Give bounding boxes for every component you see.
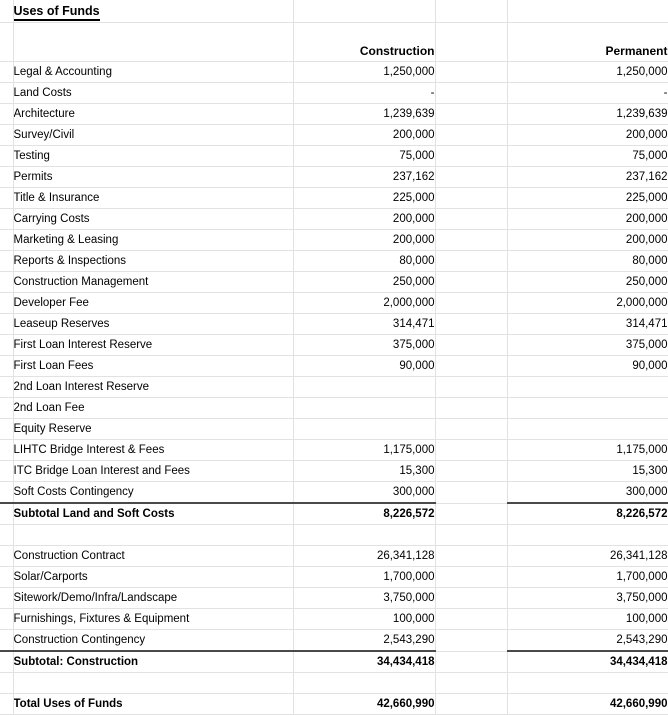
row-label xyxy=(13,525,293,546)
cell-spacer xyxy=(435,525,507,546)
table-row xyxy=(0,293,668,314)
cell-permanent: 3,750,000 xyxy=(507,588,668,609)
header-label-cell xyxy=(13,23,293,62)
row-label: Survey/Civil xyxy=(13,125,293,146)
cell-permanent xyxy=(507,673,668,694)
row-gutter xyxy=(0,630,13,652)
cell-spacer xyxy=(435,62,507,83)
row-label: 2nd Loan Interest Reserve xyxy=(13,377,293,398)
cell-spacer xyxy=(435,419,507,440)
cell-permanent: 2,000,000 xyxy=(507,293,668,314)
table-row xyxy=(0,651,668,673)
cell-permanent: 250,000 xyxy=(507,272,668,293)
cell-construction: 3,750,000 xyxy=(293,588,435,609)
cell-construction: 75,000 xyxy=(293,146,435,167)
cell-permanent: 1,175,000 xyxy=(507,440,668,461)
cell-permanent: - xyxy=(507,83,668,104)
row-gutter xyxy=(0,651,13,673)
row-label: Construction Management xyxy=(13,272,293,293)
row-gutter xyxy=(0,694,13,715)
row-gutter xyxy=(0,567,13,588)
cell-construction: 80,000 xyxy=(293,251,435,272)
row-gutter xyxy=(0,503,13,525)
row-label: Subtotal: Construction xyxy=(13,651,293,673)
table-row xyxy=(0,335,668,356)
cell-construction: 200,000 xyxy=(293,209,435,230)
row-label: Construction Contingency xyxy=(13,630,293,652)
table-row xyxy=(0,525,668,546)
cell-permanent: 8,226,572 xyxy=(507,503,668,525)
row-gutter xyxy=(0,398,13,419)
cell-spacer xyxy=(435,630,507,652)
cell-permanent: 2,543,290 xyxy=(507,630,668,652)
table-row xyxy=(0,272,668,293)
row-label: Testing xyxy=(13,146,293,167)
cell-permanent: 1,250,000 xyxy=(507,62,668,83)
row-label: 2nd Loan Fee xyxy=(13,398,293,419)
cell-construction: - xyxy=(293,83,435,104)
cell-spacer xyxy=(435,104,507,125)
table-row xyxy=(0,146,668,167)
column-header-construction: Construction xyxy=(293,23,435,62)
row-gutter xyxy=(0,272,13,293)
cell-spacer xyxy=(435,673,507,694)
cell-permanent: 314,471 xyxy=(507,314,668,335)
title-permanent-cell xyxy=(507,0,668,23)
column-header-permanent: Permanent xyxy=(507,23,668,62)
row-gutter xyxy=(0,377,13,398)
row-label: Total Uses of Funds xyxy=(13,694,293,715)
cell-permanent: 225,000 xyxy=(507,188,668,209)
row-gutter xyxy=(0,356,13,377)
cell-permanent: 26,341,128 xyxy=(507,546,668,567)
cell-permanent: 237,162 xyxy=(507,167,668,188)
row-gutter xyxy=(0,104,13,125)
cell-construction: 314,471 xyxy=(293,314,435,335)
cell-construction: 15,300 xyxy=(293,461,435,482)
cell-spacer xyxy=(435,188,507,209)
cell-spacer xyxy=(435,567,507,588)
cell-permanent xyxy=(507,398,668,419)
cell-construction: 90,000 xyxy=(293,356,435,377)
cell-permanent: 300,000 xyxy=(507,482,668,504)
row-label: Equity Reserve xyxy=(13,419,293,440)
cell-spacer xyxy=(435,272,507,293)
cell-permanent: 100,000 xyxy=(507,609,668,630)
cell-construction xyxy=(293,377,435,398)
cell-construction: 2,000,000 xyxy=(293,293,435,314)
cell-permanent: 200,000 xyxy=(507,209,668,230)
cell-spacer xyxy=(435,694,507,715)
table-row xyxy=(0,104,668,125)
row-label: LIHTC Bridge Interest & Fees xyxy=(13,440,293,461)
cell-spacer xyxy=(435,461,507,482)
cell-spacer xyxy=(435,503,507,525)
row-label: First Loan Fees xyxy=(13,356,293,377)
table-row xyxy=(0,482,668,504)
cell-construction xyxy=(293,673,435,694)
cell-construction: 42,660,990 xyxy=(293,694,435,715)
cell-spacer xyxy=(435,651,507,673)
row-label: Leaseup Reserves xyxy=(13,314,293,335)
cell-spacer xyxy=(435,609,507,630)
table-row xyxy=(0,694,668,715)
cell-spacer xyxy=(435,167,507,188)
row-gutter xyxy=(0,588,13,609)
page-title xyxy=(13,0,293,23)
cell-spacer xyxy=(435,398,507,419)
cell-spacer xyxy=(435,377,507,398)
cell-construction: 200,000 xyxy=(293,125,435,146)
row-label: Land Costs xyxy=(13,83,293,104)
cell-permanent: 75,000 xyxy=(507,146,668,167)
cell-construction: 34,434,418 xyxy=(293,651,435,673)
cell-construction: 225,000 xyxy=(293,188,435,209)
column-header-row xyxy=(0,23,668,62)
row-gutter xyxy=(0,525,13,546)
row-label: Construction Contract xyxy=(13,546,293,567)
table-row xyxy=(0,398,668,419)
row-label: Title & Insurance xyxy=(13,188,293,209)
cell-construction xyxy=(293,419,435,440)
table-row xyxy=(0,209,668,230)
row-gutter xyxy=(0,251,13,272)
row-label: Marketing & Leasing xyxy=(13,230,293,251)
row-gutter xyxy=(0,546,13,567)
cell-spacer xyxy=(435,293,507,314)
table-row xyxy=(0,188,668,209)
row-label: Soft Costs Contingency xyxy=(13,482,293,504)
row-gutter xyxy=(0,461,13,482)
table-row xyxy=(0,673,668,694)
cell-construction: 375,000 xyxy=(293,335,435,356)
cell-construction: 200,000 xyxy=(293,230,435,251)
cell-construction: 1,250,000 xyxy=(293,62,435,83)
cell-permanent: 15,300 xyxy=(507,461,668,482)
cell-spacer xyxy=(435,125,507,146)
cell-permanent xyxy=(507,419,668,440)
row-label: Permits xyxy=(13,167,293,188)
cell-spacer xyxy=(435,146,507,167)
row-label: Reports & Inspections xyxy=(13,251,293,272)
row-label: First Loan Interest Reserve xyxy=(13,335,293,356)
row-gutter xyxy=(0,673,13,694)
row-label: ITC Bridge Loan Interest and Fees xyxy=(13,461,293,482)
table-row xyxy=(0,83,668,104)
cell-spacer xyxy=(435,314,507,335)
title-construction-cell xyxy=(293,0,435,23)
table-row xyxy=(0,251,668,272)
cell-permanent: 42,660,990 xyxy=(507,694,668,715)
row-gutter xyxy=(0,62,13,83)
row-gutter xyxy=(0,335,13,356)
cell-construction: 1,175,000 xyxy=(293,440,435,461)
row-gutter xyxy=(0,440,13,461)
cell-spacer xyxy=(435,356,507,377)
table-row xyxy=(0,125,668,146)
cell-spacer xyxy=(435,83,507,104)
table-row xyxy=(0,546,668,567)
row-gutter xyxy=(0,188,13,209)
table-row xyxy=(0,167,668,188)
cell-construction: 237,162 xyxy=(293,167,435,188)
row-gutter xyxy=(0,293,13,314)
table-row xyxy=(0,230,668,251)
row-gutter xyxy=(0,125,13,146)
cell-spacer xyxy=(435,251,507,272)
cell-permanent: 1,239,639 xyxy=(507,104,668,125)
cell-spacer xyxy=(435,209,507,230)
cell-permanent: 34,434,418 xyxy=(507,651,668,673)
cell-construction: 100,000 xyxy=(293,609,435,630)
cell-permanent: 80,000 xyxy=(507,251,668,272)
cell-permanent: 90,000 xyxy=(507,356,668,377)
cell-spacer xyxy=(435,482,507,504)
cell-construction: 8,226,572 xyxy=(293,503,435,525)
table-row xyxy=(0,314,668,335)
cell-construction: 300,000 xyxy=(293,482,435,504)
cell-permanent xyxy=(507,525,668,546)
cell-construction: 26,341,128 xyxy=(293,546,435,567)
cell-construction: 250,000 xyxy=(293,272,435,293)
table-row xyxy=(0,377,668,398)
cell-spacer xyxy=(435,335,507,356)
table-row xyxy=(0,62,668,83)
title-spacer-cell xyxy=(435,0,507,23)
row-gutter xyxy=(0,482,13,504)
row-gutter xyxy=(0,167,13,188)
row-gutter xyxy=(0,230,13,251)
row-label: Subtotal Land and Soft Costs xyxy=(13,503,293,525)
cell-construction: 1,700,000 xyxy=(293,567,435,588)
cell-permanent: 375,000 xyxy=(507,335,668,356)
row-gutter xyxy=(0,23,13,62)
cell-spacer xyxy=(435,588,507,609)
table-row xyxy=(0,503,668,525)
table-row xyxy=(0,630,668,652)
cell-permanent: 200,000 xyxy=(507,230,668,251)
row-gutter xyxy=(0,146,13,167)
row-label: Solar/Carports xyxy=(13,567,293,588)
row-gutter xyxy=(0,83,13,104)
table-row xyxy=(0,567,668,588)
cell-permanent xyxy=(507,377,668,398)
row-gutter xyxy=(0,419,13,440)
row-label: Carrying Costs xyxy=(13,209,293,230)
row-label: Furnishings, Fixtures & Equipment xyxy=(13,609,293,630)
row-label: Developer Fee xyxy=(13,293,293,314)
row-label: Sitework/Demo/Infra/Landscape xyxy=(13,588,293,609)
row-label: Legal & Accounting xyxy=(13,62,293,83)
cell-construction xyxy=(293,398,435,419)
cell-construction xyxy=(293,525,435,546)
table-row xyxy=(0,461,668,482)
header-spacer-cell xyxy=(435,23,507,62)
cell-spacer xyxy=(435,546,507,567)
cell-spacer xyxy=(435,440,507,461)
row-label xyxy=(13,673,293,694)
table-row xyxy=(0,609,668,630)
row-gutter xyxy=(0,609,13,630)
row-gutter xyxy=(0,0,13,23)
table-row xyxy=(0,440,668,461)
cell-spacer xyxy=(435,230,507,251)
row-label: Architecture xyxy=(13,104,293,125)
row-gutter xyxy=(0,209,13,230)
cell-permanent: 200,000 xyxy=(507,125,668,146)
table-row xyxy=(0,588,668,609)
table-row xyxy=(0,356,668,377)
row-gutter xyxy=(0,314,13,335)
cell-construction: 2,543,290 xyxy=(293,630,435,652)
table-row xyxy=(0,419,668,440)
title-row xyxy=(0,0,668,23)
page-title-text: Uses of Funds xyxy=(14,4,100,21)
cell-construction: 1,239,639 xyxy=(293,104,435,125)
cell-permanent: 1,700,000 xyxy=(507,567,668,588)
